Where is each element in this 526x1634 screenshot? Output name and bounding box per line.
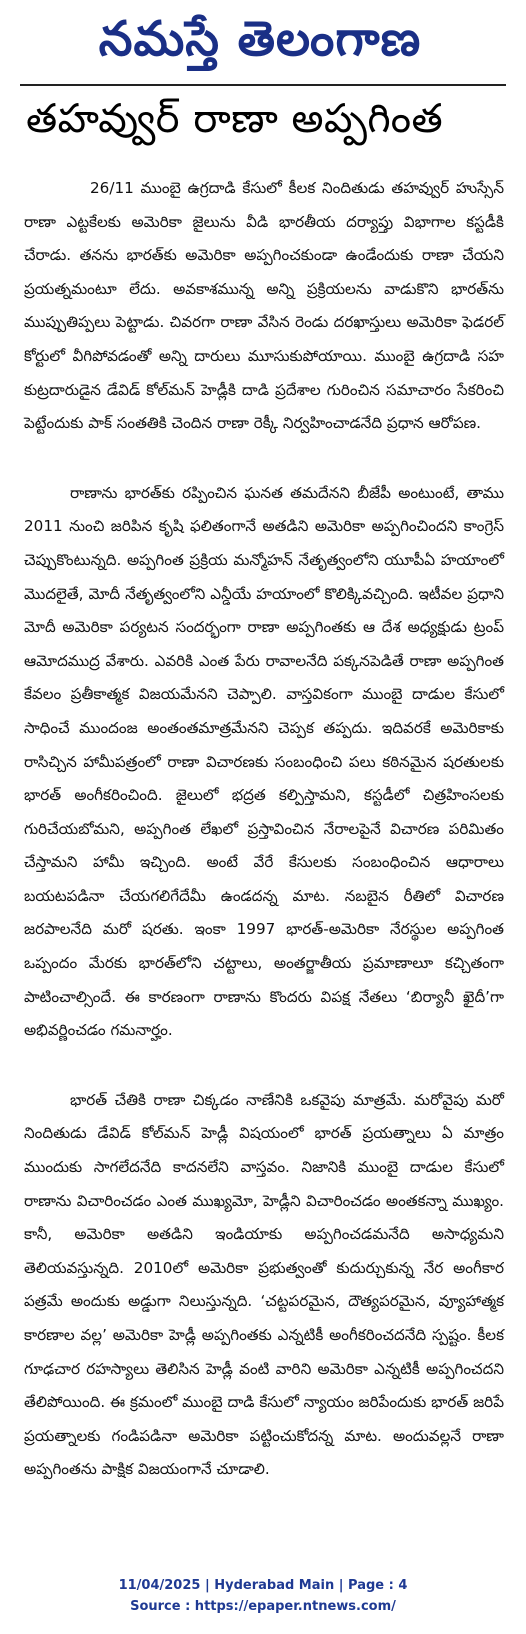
- article-body: [24, 172, 504, 1523]
- article-paragraph-2: రాణాను భారత్‌కు రప్పించిన ఘనత తమదేనని బీజేపీ అంటుంటే, తాము 2011 నుంచి జరిపిన కృషి ఫలితంగానే అతడిని అమెరికా అప్పగించిందని కాంగ్రెస్ చెప్పుకొంటున్నది. అప్పగింత ప్రక్రియ మన్మోహన్ నేతృత్వంలోని యూపీఏ హయాంలో మొదలైతే, మోదీ నేతృత్వంలోని ఎన్డీయే హయాంలో కొలిక్కివచ్చింది. ఇటీవల ప్రధాని మోదీ అమెరికా పర్యటన సందర్భంగా రాణా అప్పగింతకు ఆ దేశ అధ్యక్షుడు ట్రంప్ ఆమోదముద్ర వేశారు. ఎవరికి ఎంత పేరు రావాలనేది పక్కనపెడితే రాణా అప్పగింత కేవలం ప్రతీకాత్మక విజయమేనని చెప్పాలి. వాస్తవికంగా ముంబై దాడుల కేసులో సాధించే ముందంజ అంతంతమాత్రమేనని చెప్పక తప్పదు. ఇదివరకే అమెరికాకు రాసిచ్చిన హామీపత్రంలో రాణా విచారణకు సంబంధించి పలు కఠినమైన షరతులకు భారత్ అంగీకరించింది. జైలులో భద్రత కల్పిస్తామని, కస్టడీలో చిత్రహింసలకు గురిచేయబోమని, అప్పగింత లేఖలో ప్రస్తావించిన నేరాలపైనే విచారణ పరిమితం చేస్తామని హామీ ఇచ్చింది. అంటే వేరే కేసులకు సంబంధించిన ఆధారాలు బయటపడినా చేయగలిగేదేమీ ఉండదన్న మాట. నబబైన రీతిలో విచారణ జరపాలనేది మరో షరతు. ఇంకా 1997 భారత్-అమెరికా నేరస్థుల అప్పగింత ఒప్పందం మేరకు భారత్‌లోని చట్టాలు, అంతర్జాతీయ ప్రమాణాలూ కచ్చితంగా పాటించాల్సిందే. ఈ కారణంగా రాణాను కొందరు విపక్ష నేతలు ‘బిర్యానీ ఖైదీ’గా అభివర్ణించడం గమనార్హం.: [24, 483, 504, 1040]
- article-paragraph-3: భారత్ చేతికి రాణా చిక్కడం నాణేనికి ఒకవైపు మాత్రమే. మరోవైపు మరో నిందితుడు డేవిడ్ కోల్‌మన్ హెడ్లీ విషయంలో భారత్ ప్రయత్నాలు ఏ మాత్రం ముందుకు సాగలేదనేది కాదనలేని వాస్తవం. నిజానికి ముంబై దాడుల కేసులో రాణాను విచారించడం ఎంత ముఖ్యమో, హెడ్లీని విచారించడం అంతకన్నా ముఖ్యం. కానీ, అమెరికా అతడిని ఇండియాకు అప్పగించడమనేది అసాధ్యమని తెలియవస్తున్నది. 2010లో అమెరికా ప్రభుత్వంతో కుదుర్చుకున్న నేర అంగీకార పత్రమే అందుకు అడ్డుగా నిలుస్తున్నది. ‘చట్టపరమైన, దౌత్యపరమైన, వ్యూహాత్మక కారణాల వల్ల’ అమెరికా హెడ్లీ అప్పగింతకు ఎన్నటికీ అంగీకరించదనేది స్పష్టం. కీలక గూఢచార రహస్యాలు తెలిసిన హెడ్లీ వంటి వారిని అమెరికా ఎన్నటికీ అప్పగించదని తేలిపోయింది. ఈ క్రమంలో ముంబై దాడి కేసులో న్యాయం జరిపేందుకు భారత్ జరిపే ప్రయత్నాలకు గండిపడినా అమెరికా పట్టించుకోదన్న మాట. అందువల్లనే రాణా అప్పగింతను పాక్షిక విజయంగానే చూడాలి.: [24, 1090, 504, 1479]
- masthead-title: నమస్తే తెలంగాణ: [98, 11, 422, 67]
- masthead-divider: [20, 84, 506, 86]
- edition-dateline: 11/04/2025 | Hyderabad Main | Page : 4: [118, 1578, 408, 1593]
- article-headline: తహవ్వుర్ రాణా అప్పగింత: [26, 96, 444, 142]
- source-link[interactable]: Source : https://epaper.ntnews.com/: [130, 1599, 396, 1614]
- newspaper-masthead: [60, 12, 460, 78]
- article-paragraph-1: 26/11 ముంబై ఉగ్రదాడి కేసులో కీలక నిందితుడు తహవ్వుర్ హుస్సేన్ రాణా ఎట్టకేలకు అమెరికా జైలును వీడి భారతీయ దర్యాప్తు విభాగాల కస్టడీకి చేరాడు. తనను భారత్‌కు అమెరికా అప్పగించకుండా ఉండేందుకు రాణా చేయని ప్రయత్నమంటూ లేదు. అవకాశమున్న అన్ని ప్రక్రియలను వాడుకొని భారత్‌ను ముప్పుతిప్పలు పెట్టాడు. చివరగా రాణా వేసిన రెండు దరఖాస్తులు అమెరికా ఫెడరల్ కోర్టులో వీగిపోవడంతో అన్ని దారులు మూసుకుపోయాయి. ముంబై ఉగ్రదాడి సహ కుట్రదారుడైన డేవిడ్ కోల్‌మన్ హెడ్లీకి దాడి ప్రదేశాల గురించిన సమాచారం సేకరించి పెట్టేందుకు పాక్ సంతతికి చెందిన రాణా రెక్కీ నిర్వహించాడనేది ప్రధాన ఆరోపణ.: [24, 179, 504, 433]
